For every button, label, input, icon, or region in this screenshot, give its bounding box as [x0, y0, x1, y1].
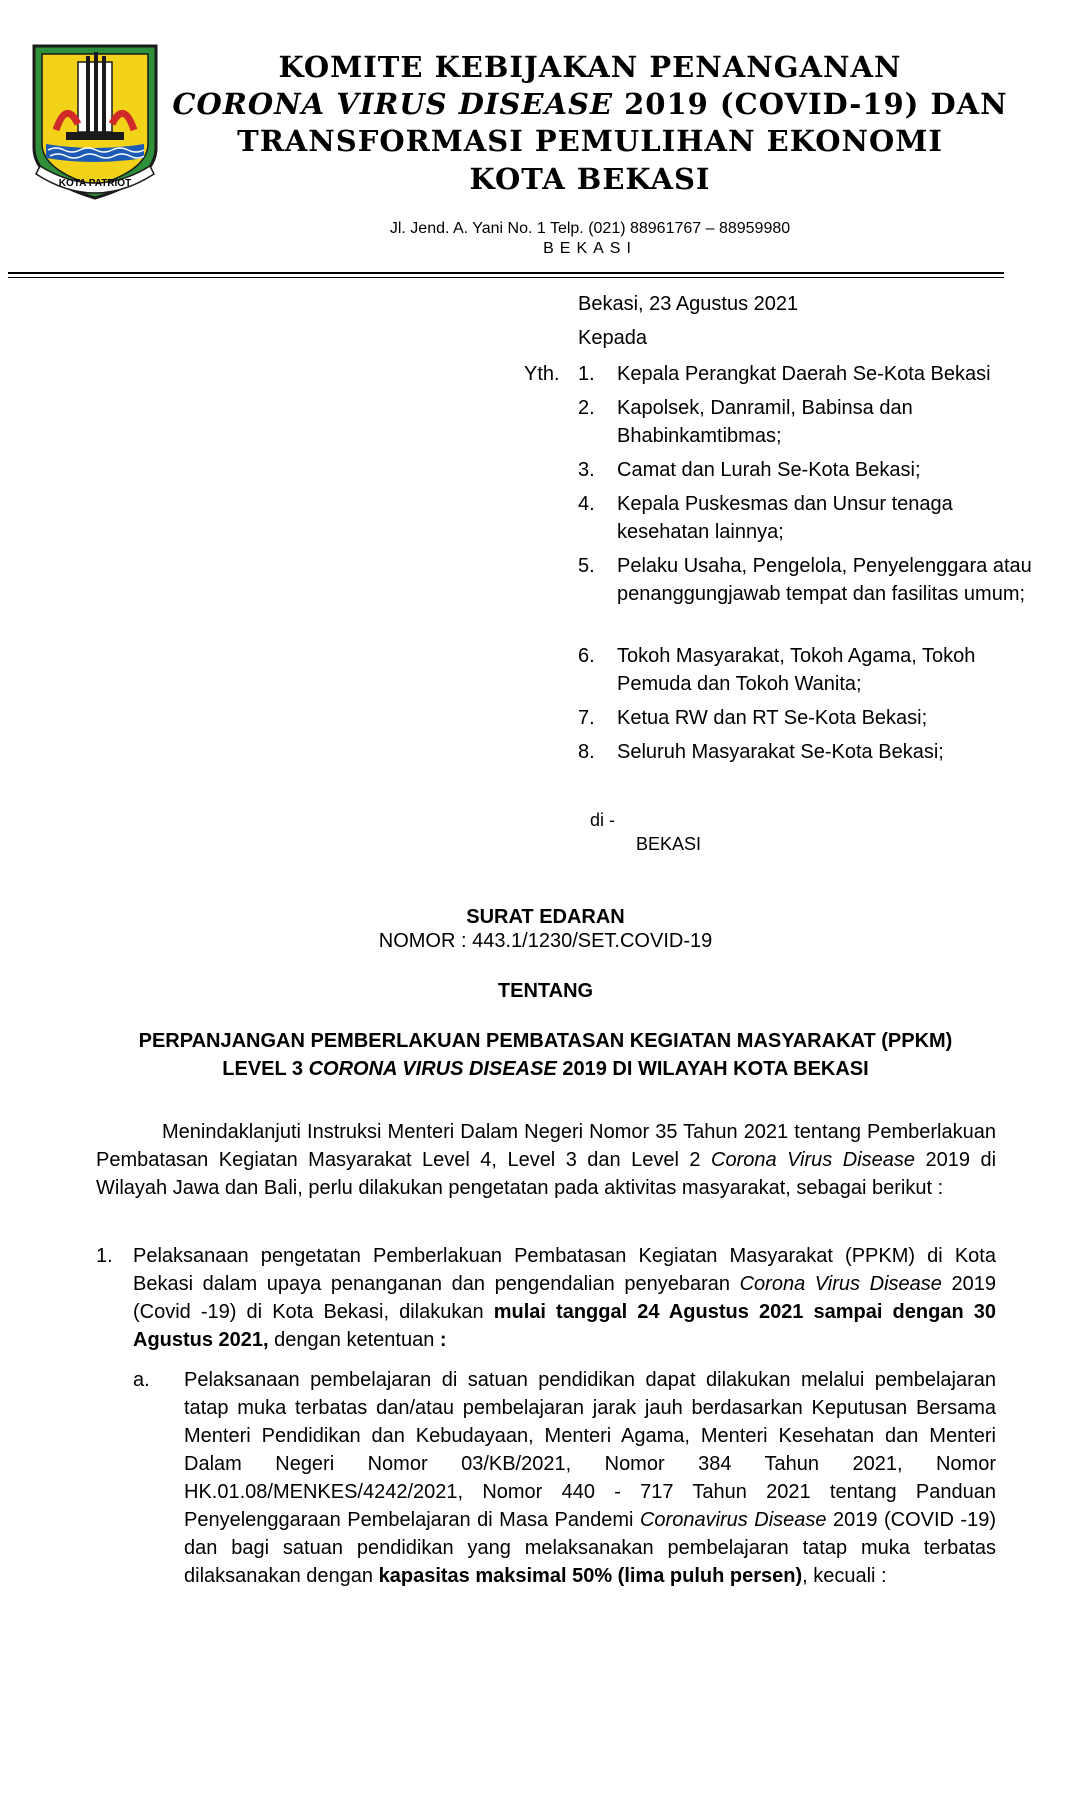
- item-1-text-end: dengan ketentuan: [268, 1329, 440, 1351]
- recipient-number: 8.: [578, 741, 595, 763]
- recipient-text: Kepala Puskesmas dan Unsur tenaga kesehatan lainnya;: [617, 493, 953, 543]
- item-1a-paragraph: [184, 1366, 996, 1590]
- subject-line-1: PERPANJANGAN PEMBERLAKUAN PEMBATASAN KEGIATAN MASYARAKAT (PPKM): [138, 1030, 953, 1052]
- intro-italic: Corona Virus Disease: [711, 1149, 916, 1171]
- tentang-heading: TENTANG: [497, 980, 594, 1002]
- recipient-text: Seluruh Masyarakat Se-Kota Bekasi;: [617, 741, 944, 763]
- recipient-text: Kepala Perangkat Daerah Se-Kota Bekasi: [617, 363, 991, 385]
- recipient-number: 6.: [578, 645, 595, 667]
- recipient-number: 4.: [578, 493, 595, 515]
- document-title: SURAT EDARAN: [466, 906, 625, 928]
- recipient-text: Ketua RW dan RT Se-Kota Bekasi;: [617, 707, 928, 729]
- letterhead-rule-thin: [8, 277, 1004, 278]
- recipient-text: Kapolsek, Danramil, Babinsa dan Bhabinkamtibmas;: [617, 397, 913, 447]
- logo-text: KOTA PATRIOT: [58, 178, 132, 189]
- letterhead-italic: CORONA VIRUS DISEASE: [172, 87, 614, 121]
- item-1-text: Pelaksanaan pengetatan Pemberlakuan Pembatasan Kegiatan Masyarakat (PPKM) di Kota Bekasi dalam upaya penanganan dan pengendalian penyebaran: [133, 1245, 996, 1295]
- recipient-number: 7.: [578, 707, 595, 729]
- kota-bekasi-logo: [26, 40, 164, 200]
- letterhead-line-3: TRANSFORMASI PEMULIHAN EKONOMI: [237, 124, 943, 158]
- subject-line-2: [0, 1056, 1091, 1082]
- item-number: 1.: [96, 1245, 113, 1267]
- recipient-text: Camat dan Lurah Se-Kota Bekasi;: [617, 459, 921, 481]
- subject-line-2-italic: CORONA VIRUS DISEASE: [308, 1058, 557, 1080]
- item-1a-text-mid: 2019 (COVID -19) dan bagi satuan pendidikan yang melaksanakan pembelajaran tatap muka terbatas dilaksanakan dengan: [184, 1509, 996, 1587]
- item-1a-text: Pelaksanaan pembelajaran di satuan pendidikan dapat dilakukan melalui pembelajaran tatap muka terbatas dan/atau pembelajaran jarak jauh berdasarkan Keputusan Bersama Menteri Pendidikan dan Kebudayaan, Menteri Agama, Menteri Kesehatan dan Menteri Dalam Negeri Nomor 03/KB/2021, Nomor 384 Tahun 2021, Nomor HK.01.08/MENKES/4242/2021, Nomor 440 - 717 Tahun 2021 tentang Panduan Penyelenggaraan Pembelajaran di Masa Pandemi: [184, 1369, 996, 1531]
- item-1a-text-end: , kecuali :: [802, 1565, 887, 1587]
- intro-text-end: 2019 di Wilayah Jawa dan Bali, perlu dilakukan pengetatan pada aktivitas masyarakat, sebagai berikut :: [96, 1149, 997, 1199]
- recipient-number: 2.: [578, 397, 595, 419]
- intro-paragraph: [96, 1118, 996, 1202]
- recipient-text: Tokoh Masyarakat, Tokoh Agama, Tokoh Pemuda dan Tokoh Wanita;: [617, 645, 976, 695]
- kepada-label: Kepada: [578, 327, 647, 349]
- letterhead-city: BEKASI: [543, 240, 637, 257]
- item-1a-italic: Coronavirus Disease: [639, 1509, 827, 1531]
- item-1-text-mid: 2019 (Covid -19) di Kota Bekasi, dilakukan: [133, 1273, 996, 1323]
- subject-line-2-b: 2019 DI WILAYAH KOTA BEKASI: [556, 1058, 869, 1080]
- document-number: NOMOR : 443.1/1230/SET.COVID-19: [378, 930, 713, 952]
- item-1a-bold: kapasitas maksimal 50% (lima puluh persen): [378, 1565, 803, 1587]
- recipient-text: Pelaku Usaha, Pengelola, Penyelenggara atau penanggungjawab tempat dan fasilitas umum;: [617, 555, 1032, 605]
- date-line: Bekasi, 23 Agustus 2021: [578, 293, 799, 315]
- letterhead-line-1: KOMITE KEBIJAKAN PENANGANAN: [278, 50, 902, 84]
- item-1-italic: Corona Virus Disease: [739, 1273, 942, 1295]
- letterhead-address: Jl. Jend. A. Yani No. 1 Telp. (021) 88961767 – 88959980: [389, 220, 791, 237]
- letterhead-line-2: [150, 85, 1030, 123]
- di-label: di -: [590, 810, 616, 830]
- recipient-number: 1.: [578, 363, 595, 385]
- recipient-number: 3.: [578, 459, 595, 481]
- subject-line-2-a: LEVEL 3: [222, 1058, 309, 1080]
- item-1-colon: :: [439, 1329, 447, 1351]
- recipient-number: 5.: [578, 555, 595, 577]
- subitem-letter: a.: [133, 1369, 150, 1391]
- letterhead-line-2-rest: 2019 (COVID-19) DAN: [613, 87, 1008, 121]
- letterhead-rule-thick: [8, 272, 1004, 274]
- place-label: BEKASI: [636, 834, 702, 854]
- item-1-bold: mulai tanggal 24 Agustus 2021 sampai dengan 30 Agustus 2021,: [133, 1301, 996, 1351]
- item-1-paragraph: [133, 1242, 996, 1354]
- letterhead-line-4: KOTA BEKASI: [469, 162, 711, 196]
- intro-text: Menindaklanjuti Instruksi Menteri Dalam Negeri Nomor 35 Tahun 2021 tentang Pemberlakuan Pembatasan Kegiatan Masyarakat Level 4, Level 3 dan Level 2: [96, 1121, 996, 1171]
- yth-label: Yth.: [524, 363, 560, 385]
